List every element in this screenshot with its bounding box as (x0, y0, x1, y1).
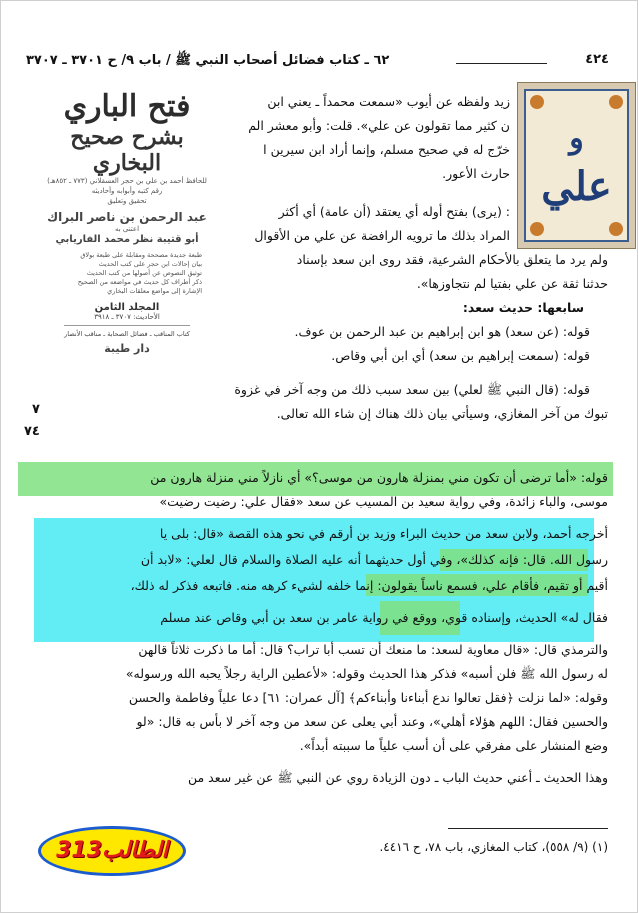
body-line: ن كثير مما تقولون عن علي». قلت: وأبو معشر الم (248, 118, 510, 133)
body-line: زيد ولفظه عن أيوب «سمعت محمداً ـ يعني ابن (267, 94, 510, 109)
body-line: : (يرى) بفتح أوله أي يعتقد (أن عامة) أي أكثر (278, 204, 510, 219)
body-line: أقيم أو تقيم، فأقام علي، فسمع ناساً يقولون: إنما خلفه لشيء كرهه منه. فاتبعه فذكر له ذلك، (130, 578, 608, 593)
running-header (26, 52, 609, 74)
cover-editor: عبد الرحمن بن ناصر البراك (47, 210, 207, 224)
page-number: ٤٢٤ (585, 52, 609, 67)
cover-hadith-range: الأحاديث: ٣٧٠٧ ـ ٣٩١٨ (94, 313, 160, 321)
cover-publisher: أبو قتيبة نظر محمد الفاريابي (55, 234, 199, 245)
book-cover (46, 88, 208, 388)
body-line: فقال له» الحديث، وإسناده قوي، ووقع في رواية عامر بن سعد بن أبي وقاص عند مسلم (160, 610, 608, 625)
cover-feature: ذكر أطراف كل حديث في مواضعه من الصحيح (77, 278, 202, 286)
calligraphy-tile (517, 82, 636, 249)
body-line: أخرجه أحمد، ولابن سعد من حديث البراء وزيد بن أرقم في نحو هذه القصة «قال: بلى يا (159, 526, 608, 541)
body-line: والحسين فقال: اللهم هؤلاء أهلي»، وعند أبي يعلى عن سعد من وجه آخر لا بأس به قال: «لو (136, 714, 608, 729)
calligraphy-line1: و (569, 121, 584, 156)
footnote: (١) (٩/ ٥٥٨)، كتاب المغازي، باب ٧٨، ح ٤٤١٦. (379, 840, 608, 854)
cover-contents: كتاب المناقب ـ فضائل الصحابة ـ مناقب الأنصار (64, 330, 190, 338)
body-line: وهذا الحديث ـ أعني حديث الباب ـ دون الزيادة روي عن النبي ﷺ عن غير سعد من (187, 770, 608, 785)
cover-feature: توثيق النصوص عن أصولها من كتب الحديث (86, 269, 202, 277)
body-line: حدثنا ثقة عن علي بفتيا لم نتجاوزها». (416, 276, 608, 291)
cover-publisher-label: اعتنى به (114, 225, 140, 233)
body-line: تبوك من آخر المغازي، وسيأتي بيان ذلك هناك إن شاء الله تعالى. (276, 406, 608, 421)
margin-number: ٧ (32, 402, 40, 417)
cover-feature: بيان إحالات ابن حجر على كتب الحديث (98, 260, 202, 268)
header-rule (456, 63, 547, 64)
cover-author: للحافظ أحمد بن علي بن حجر العسقلاني (٧٧٣ ـ ٨٥٢هـ) (47, 177, 207, 185)
body-line: وقوله: «لما نزلت ﴿فقل تعالوا ندع أبناءنا وأبناءكم﴾ [آل عمران: ٦١] دعا علياً وفاطمة والحسن (128, 690, 608, 705)
header-title: ٦٢ ـ كتاب فضائل أصحاب النبي ﷺ / باب ٩/ ح ٣٧٠١ ـ ٣٧٠٧ (26, 53, 390, 68)
body-line: قوله: (قال النبي ﷺ لعلي) بين سعد سبب ذلك من وجه آخر في غزوة (234, 382, 590, 397)
footnote-rule (448, 828, 608, 829)
calligraphy-frame (524, 89, 629, 242)
section-heading: سابعها: حديث سعد: (462, 300, 584, 315)
cover-volume: المجلد الثامن (94, 302, 160, 313)
body-line: موسى، والباء زائدة، وفي رواية سعيد بن المسيب عن سعد «فقال علي: رضيت رضيت» (159, 494, 608, 509)
body-line: رسول الله. قال: فإنه كذلك»، وفي أول حديثهما أنه عليه الصلاة والسلام قال لعلي: «لابد أن (140, 552, 608, 567)
body-line: حارث الأعور. (442, 166, 510, 181)
body-line: قوله: (سمعت إبراهيم بن سعد) أي ابن أبي وقاص. (331, 348, 590, 363)
ornament-icon (609, 95, 623, 109)
cover-logo-line1: فتح الباري (63, 89, 191, 124)
cover-editor-label: تحقيق وتعليق (107, 197, 147, 205)
ornament-icon (530, 95, 544, 109)
body-line: والترمذي قال: «قال معاوية لسعد: ما منعك أن تسب أبا تراب؟ قال: أما ما ذكرت ثلاثاً قالهن (138, 642, 608, 657)
margin-number: ٧٤ (24, 424, 40, 439)
cover-edition-note: رقم كتبه وأبوابه وأحاديثه (91, 187, 163, 195)
calligraphy-line2: علي (541, 163, 612, 210)
badge-label: الطالب313 (56, 838, 168, 863)
body-line: ولم يرد ما يتعلق بالأحكام الشرعية، فقد روى ابن سعد بإسناد (296, 252, 608, 267)
ornament-icon (609, 222, 623, 236)
body-line: قوله: (عن سعد) هو ابن إبراهيم بن عبد الرحمن بن عوف. (294, 324, 590, 339)
body-line: قوله: «أما ترضى أن تكون مني بمنزلة هارون من موسى؟» أي نازلاً مني منزلة هارون من (150, 470, 608, 485)
cover-logo-line2: بشرح صحيح البخاري (70, 124, 184, 176)
watermark-badge (38, 826, 186, 876)
cover-feature: طبعة جديدة مصححة ومقابلة على طبعة بولاق (80, 251, 202, 259)
body-line: وضع المنشار على مفرقي على أن أسب علياً ما سببته أبداً». (299, 738, 608, 753)
cover-divider (64, 325, 190, 326)
ornament-icon (530, 222, 544, 236)
cover-feature: الإشارة إلى مواضع معلقات البخاري (107, 287, 202, 295)
body-line: خرّج له في صحيح مسلم، وإنما أراد ابن سيرين ا (263, 142, 510, 157)
cover-press: دار طيبة (104, 342, 150, 355)
cover-features (46, 251, 208, 296)
body-line: له رسول الله ﷺ فلن أسبه» فذكر هذا الحديث وقوله: «لأعطين الراية رجلاً يحبه الله ورسوله» (125, 666, 608, 681)
body-line: المراد بذلك ما ترويه الرافضة عن علي من الأقوال (254, 228, 510, 243)
